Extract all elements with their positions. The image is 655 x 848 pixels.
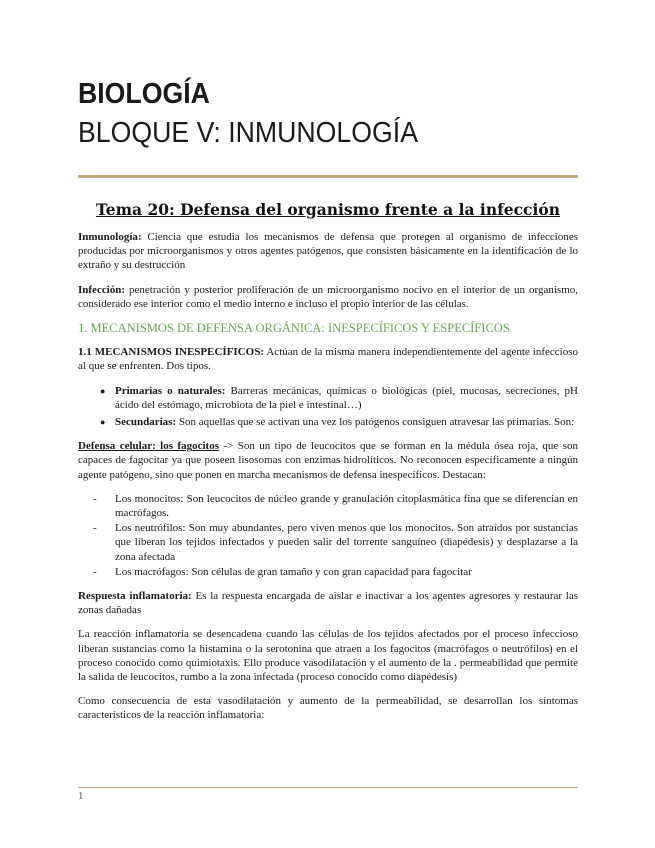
list-item	[78, 521, 578, 564]
phagocyte-neutrofilos: Los neutrófilos: Son muy abundantes, pero viven menos que los monocitos. Son atraídos por sustancias que liberan los tejidos infectados y pueden salir del torrente sanguíneo (diapédesis) y desplazarse a la zona afectada	[115, 522, 578, 563]
topic-title: Tema 20: Defensa del organismo frente a la infección	[95, 200, 560, 219]
definition-inmunologia: Ciencia que estudia los mecanismos de defensa que protegen al organismo de infecciones producidas por microorganismos y otros agentes patógenos, que consisten básicamente en la identificación de lo extraño y su destrucción	[78, 231, 578, 272]
definition-defensa-celular: -> Son un tipo de leucocitos que se forman en la médula ósea roja, que son capaces de fagocitar ya que poseen lisosomas con enzimas hidrolíticos. No reconocen específicamente a ningún agente patógeno, sino que ponen en marcha mecanismos de defensa inespecíficos. Destacan:	[78, 440, 578, 481]
term-secundarias: Secundarias:	[115, 416, 177, 429]
phagocyte-list	[78, 492, 578, 579]
page-number: 1	[78, 790, 84, 802]
paragraph-infeccion	[78, 283, 578, 311]
paragraph-consecuencia: Como consecuencia de esta vasodilatación y aumento de la permeabilidad, se desarrollan los síntomas característicos de la reacción inflamatoria:	[78, 695, 578, 722]
phagocyte-monocitos: Los monocitos: Son leucocitos de núcleo grande y granulación citoplasmática fina que se diferencian en macrófagos.	[115, 492, 578, 520]
paragraph-respuesta	[78, 589, 578, 617]
phagocyte-macrofagos: Los macrófagos: Son células de gran tamaño y con gran capacidad para fagocitar	[115, 565, 472, 578]
term-infeccion: Infección:	[78, 283, 126, 296]
footer-divider	[78, 787, 578, 788]
barrier-list	[78, 384, 578, 430]
paragraph-reaccion: La reacción inflamatoria se desencadena cuando las células de los tejidos afectados por el proceso infeccioso liberan sustancias como la histamina o la serotonina que atraen a los fagocitos (macrófagos o neutrófilos) en el proceso conocido como quimiotaxis. Ello produce vasodilatación y el aumento de la . permeabilidad que permite la salida de leucocitos, rumbo a la zona infectada (proceso conocido como diapédesis)	[78, 628, 578, 684]
header-divider	[78, 175, 578, 178]
definition-inespecificos: Actúan de la misma manera independientemente del agente infeccioso al que se enfrenten. Dos tipos.	[78, 346, 578, 373]
dash-marker: -	[93, 522, 97, 535]
definition-respuesta: Es la respuesta encargada de aislar e inactivar a los agentes agresores y restaurar las zonas dañadas	[78, 590, 578, 617]
subject-title: BIOLOGÍA	[78, 78, 210, 110]
term-inmunologia: Inmunología:	[78, 231, 142, 243]
list-item	[78, 384, 578, 412]
list-item	[78, 415, 578, 429]
text-secundarias: Son aquellas que se activan una vez los patógenos consiguen atravesar las primarias. Son:	[176, 416, 575, 429]
list-item	[78, 565, 578, 579]
list-item	[78, 492, 578, 520]
term-defensa-celular: Defensa celular: los fagocitos	[78, 440, 219, 453]
dash-marker: -	[93, 492, 97, 505]
term-inespecificos: 1.1 MECANISMOS INESPECÍFICOS:	[78, 346, 264, 359]
bullet-icon: ●	[100, 417, 106, 428]
paragraph-inmunologia	[78, 230, 578, 273]
bullet-icon: ●	[100, 385, 106, 396]
block-title: BLOQUE V: INMUNOLOGÍA	[78, 117, 418, 149]
dash-marker: -	[93, 565, 97, 578]
paragraph-defensa-celular	[78, 439, 578, 482]
section-heading: 1. MECANISMOS DE DEFENSA ORGÁNICA: INESPECÍFICOS Y ESPECÍFICOS	[78, 321, 510, 336]
document-body	[78, 230, 578, 733]
term-respuesta: Respuesta inflamatoria:	[78, 590, 192, 603]
paragraph-inespecificos	[78, 345, 578, 373]
definition-infeccion: penetración y posterior proliferación de un microorganismo nocivo en el interior de un organismo, considerado ese interior como el medio interno e incluso el propio interior de las células.	[78, 283, 578, 310]
term-primarias: Primarias o naturales:	[115, 384, 226, 397]
text-primarias: Barreras mecánicas, químicas o biológicas (piel, mucosas, secreciones, pH ácido del estómago, microbiota de la piel e intestinal…)	[115, 384, 579, 411]
